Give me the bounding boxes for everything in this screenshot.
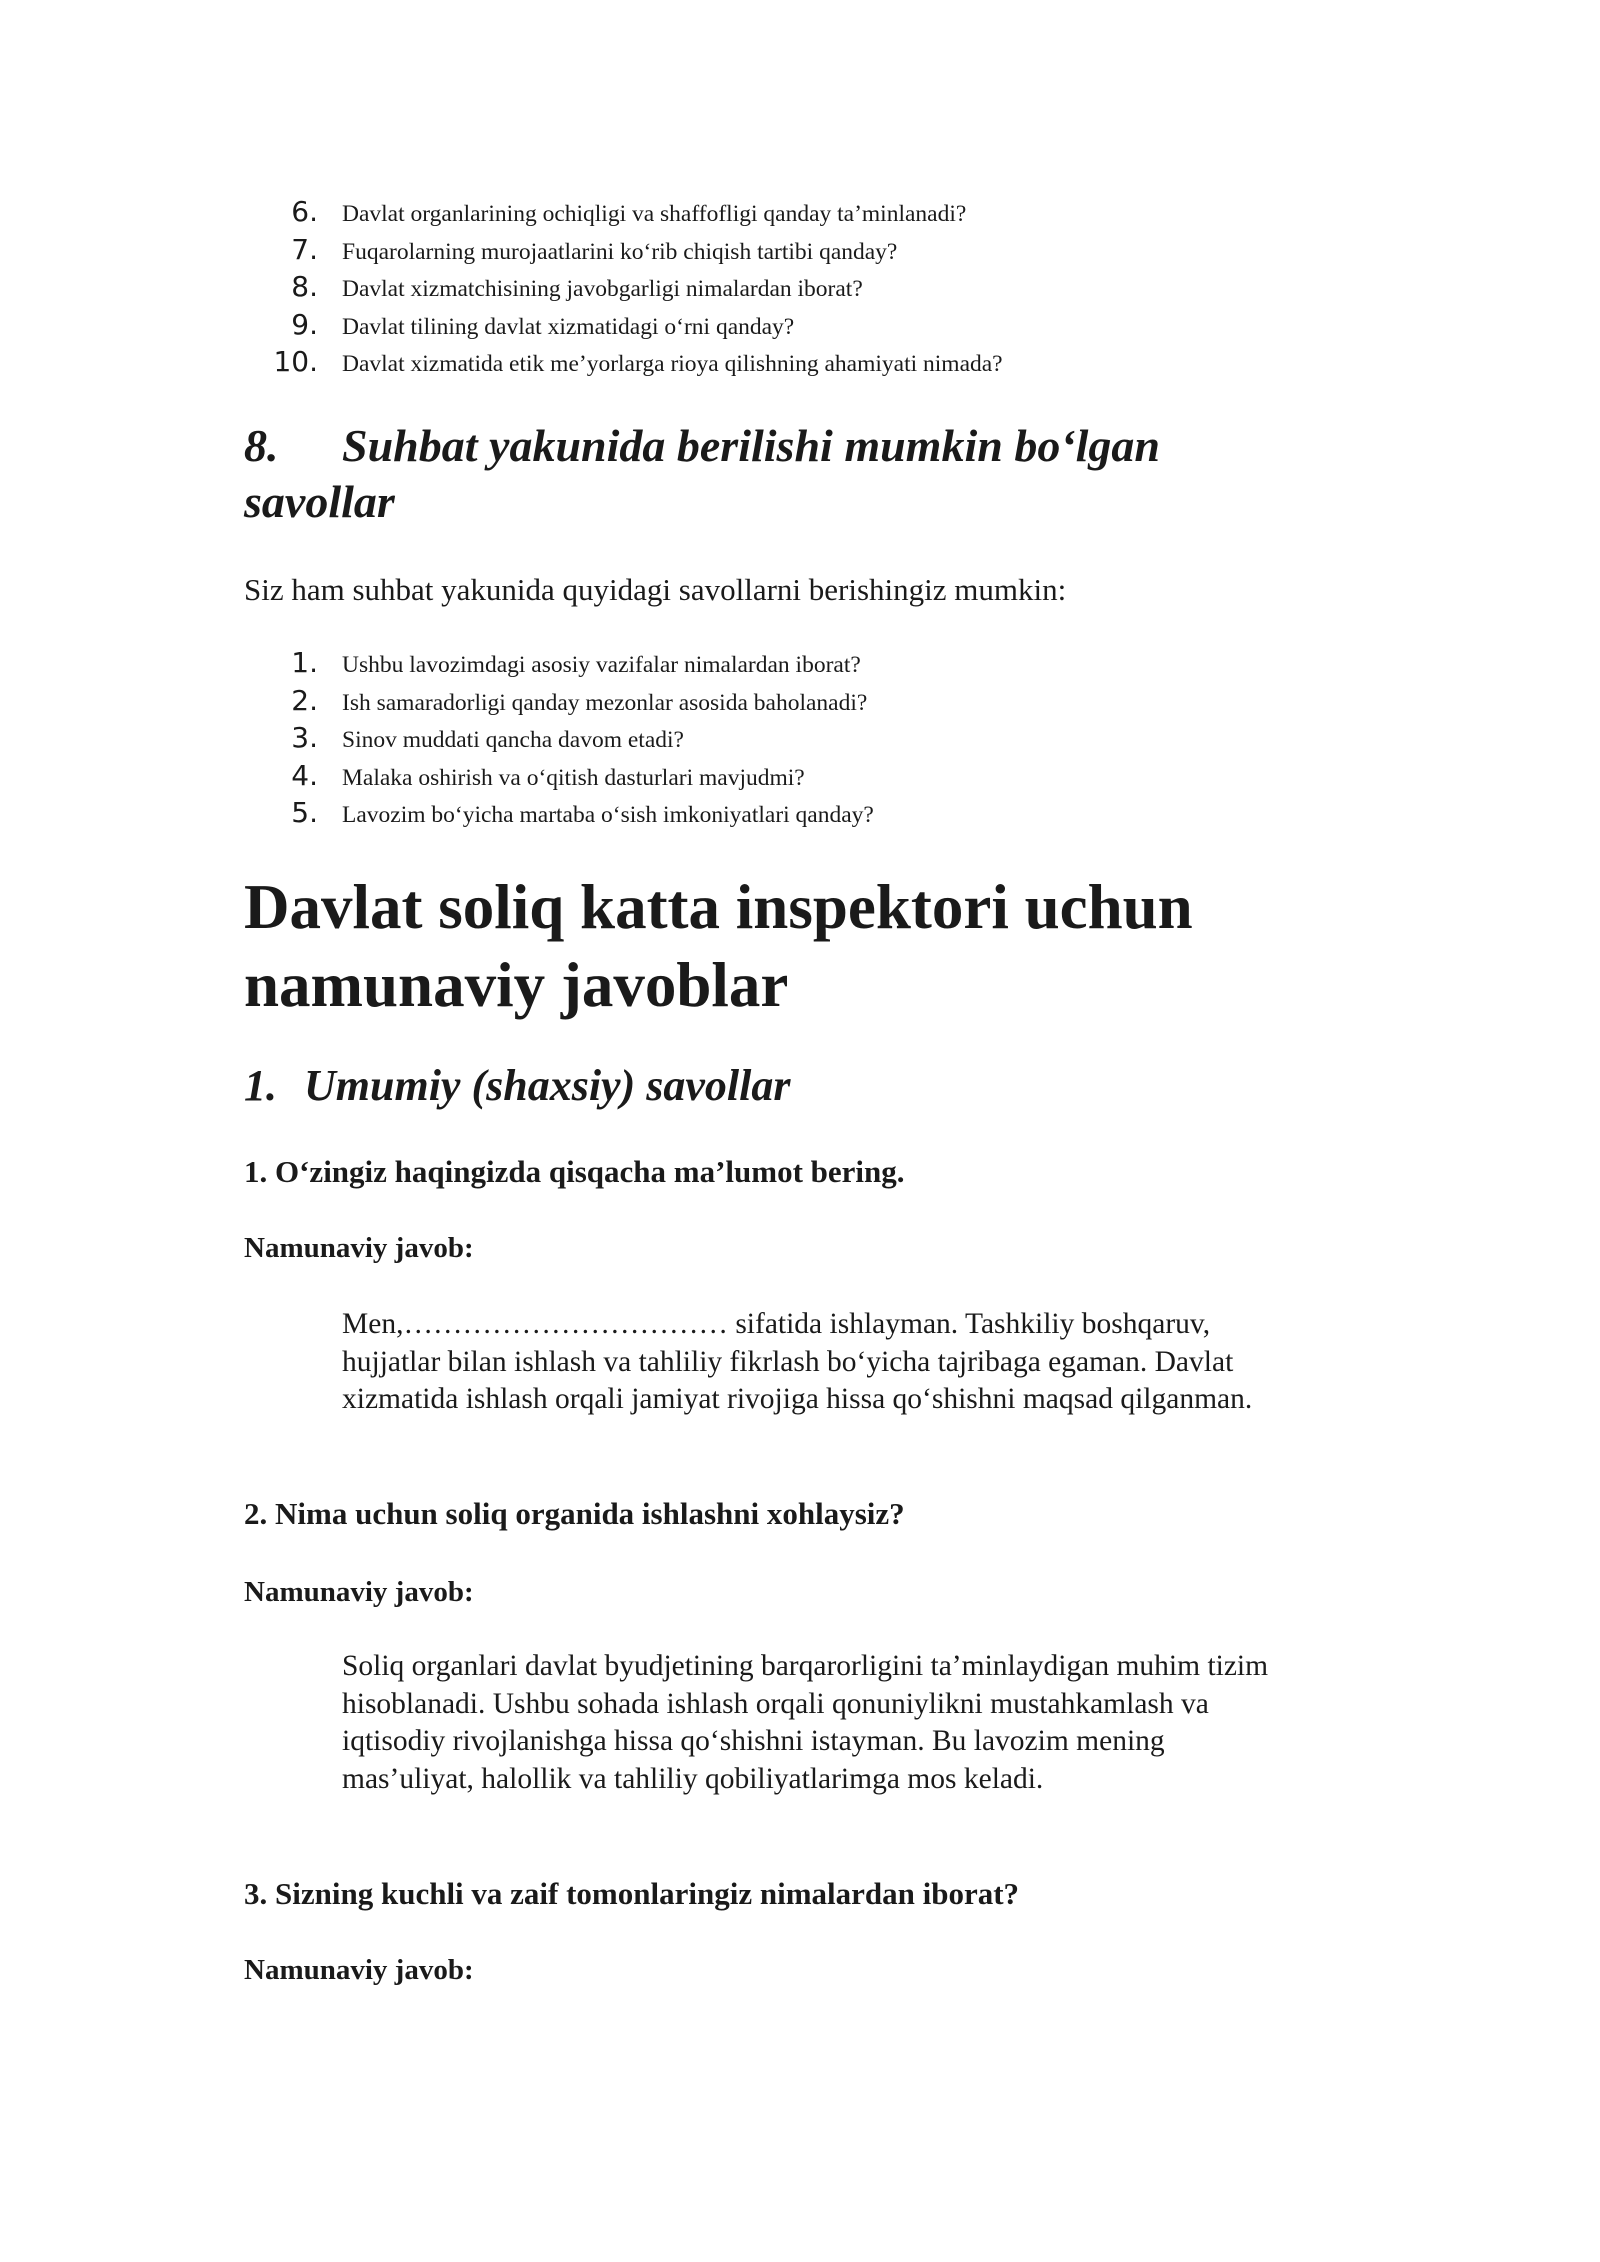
sample-answer-text: Soliq organlari davlat byudjetining barqarorligini ta’minlaydigan muhim tizim hisoblanadi. Ushbu sohada ishlash orqali qonuniylikni mustahkamlash va iqtisodiy rivojlanishga hissa qo‘shishni istayman. Bu lavozim mening mas’uliyat, halollik va tahliliy qobiliyatlarimga mos keladi.: [342, 1650, 1269, 1795]
section-title: Suhbat yakunida berilishi mumkin bo‘lgan savollar: [244, 420, 1161, 527]
list-number: 3.: [291, 721, 318, 754]
list-item: [244, 234, 1003, 272]
section-number: 8.: [244, 420, 279, 471]
list-text: Sinov muddati qancha davom etadi?: [342, 727, 684, 753]
sample-answer-label: Namunaviy javob:: [244, 1954, 474, 1986]
list-item: [244, 271, 1003, 309]
list-item: [244, 722, 874, 760]
section-heading-closing-questions: [244, 418, 1244, 530]
question-heading: 1. O‘zingiz haqingizda qisqacha ma’lumot bering.: [244, 1154, 905, 1189]
list-item: [244, 760, 874, 798]
list-text: Davlat xizmatchisining javobgarligi nimalardan iborat?: [342, 276, 863, 302]
list-number: 8.: [291, 270, 318, 303]
subsection-title: Umumiy (shaxsiy) savollar: [304, 1061, 791, 1110]
sample-answer-text: Men,…………………………… sifatida ishlayman. Tashkiliy boshqaruv, hujjatlar bilan ishlash va tahliliy fikrlash bo‘yicha tajribaga egaman. Davlat xizmatida ishlash orqali jamiyat rivojiga hissa qo‘shishni maqsad qilganman.: [342, 1308, 1253, 1415]
sample-answer-label: Namunaviy javob:: [244, 1232, 474, 1264]
list-number: 6.: [291, 195, 318, 228]
subsection-heading: [244, 1058, 790, 1114]
list-text: Malaka oshirish va o‘qitish dasturlari mavjudmi?: [342, 764, 805, 791]
list-text: Ish samaradorligi qanday mezonlar asosida baholanadi?: [342, 689, 868, 716]
list-number: 7.: [291, 232, 318, 266]
question-heading: 3. Sizning kuchli va zaif tomonlaringiz nimalardan iborat?: [244, 1876, 1020, 1911]
list-number: 2.: [291, 683, 318, 717]
list-text: Davlat xizmatida etik me’yorlarga rioya qilishning ahamiyati nimada?: [342, 351, 1003, 377]
subsection-number: 1.: [244, 1061, 277, 1110]
list-item: [244, 346, 1003, 384]
list-item: [244, 647, 874, 685]
main-heading: Davlat soliq katta inspektori uchun namunaviy javoblar: [244, 872, 1193, 1020]
list-item: [244, 196, 1003, 234]
question-heading: 2. Nima uchun soliq organida ishlashni xohlaysiz?: [244, 1496, 905, 1531]
list-text: Ushbu lavozimdagi asosiy vazifalar nimalardan iborat?: [342, 652, 861, 678]
sample-answer-label: Namunaviy javob:: [244, 1576, 474, 1608]
list-number: 1.: [291, 646, 318, 679]
closing-question-list: [244, 647, 874, 835]
list-text: Fuqarolarning murojaatlarini ko‘rib chiqish tartibi qanday?: [342, 238, 898, 265]
question-list-continued: [244, 196, 1003, 384]
list-number: 4.: [291, 758, 318, 792]
list-text: Davlat tilining davlat xizmatidagi o‘rni qanday?: [342, 313, 795, 340]
list-number: 10.: [273, 345, 318, 378]
list-text: Davlat organlarining ochiqligi va shaffofligi qanday ta’minlanadi?: [342, 201, 967, 227]
list-number: 5.: [291, 796, 318, 829]
list-item: [244, 685, 874, 723]
list-item: [244, 309, 1003, 347]
list-text: Lavozim bo‘yicha martaba o‘sish imkoniyatlari qanday?: [342, 802, 874, 828]
list-item: [244, 797, 874, 835]
intro-paragraph: Siz ham suhbat yakunida quyidagi savollarni berishingiz mumkin:: [244, 572, 1067, 607]
list-number: 9.: [291, 307, 318, 341]
